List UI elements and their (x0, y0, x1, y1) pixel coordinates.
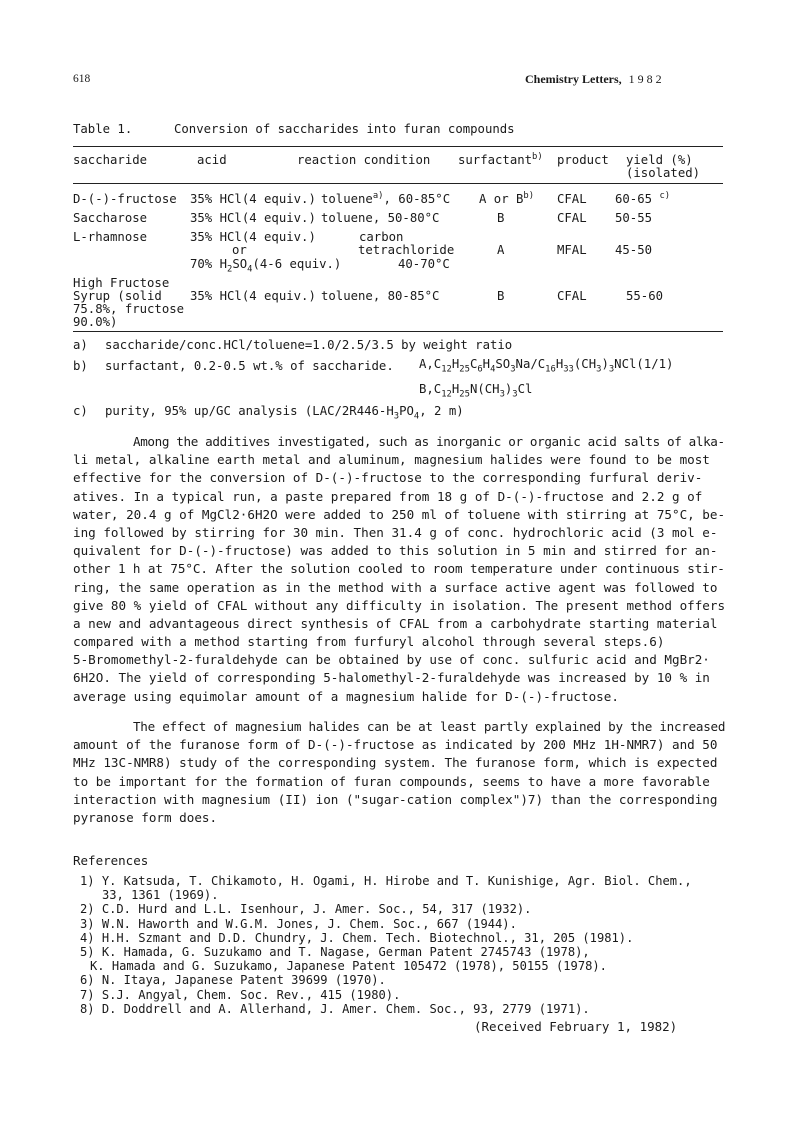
row1-condition-solvent: toluene (321, 192, 373, 206)
row3-acid-h2so4-pre: 70% H (190, 257, 228, 271)
reference-line: K. Hamada and G. Suzukamo, Japanese Patent 105472 (1978), 50155 (1978). (90, 959, 607, 974)
footnote-c-sub2: 4 (413, 411, 420, 422)
row2-condition: toluene, 50-80°C (321, 211, 440, 225)
row4-condition: toluene, 80-85°C (321, 289, 440, 303)
col-header-surfactant-text: surfactant (458, 153, 533, 167)
body-paragraph-1 (73, 433, 725, 706)
p2-line: to be important for the formation of furan compounds, seems to have a more favorable (73, 773, 710, 789)
journal-name-word2: Letters, (582, 72, 622, 86)
p1-line: ing followed by stirring for 30 min. Then 31.4 g of conc. hydrochloric acid (3 mol e- (73, 524, 718, 540)
reference-line: 33, 1361 (1969). (102, 888, 219, 903)
p1-line: average using equimolar amount of a magnesium halide for D-(-)-fructose. (73, 688, 619, 704)
footnote-b-text: surfactant, 0.2-0.5 wt.% of saccharide. (105, 359, 394, 373)
col-header-saccharide: saccharide (73, 153, 148, 167)
p2-line: The effect of magnesium halides can be at least partly explained by the increased (133, 719, 726, 734)
table-caption-label: Table 1. (73, 122, 133, 136)
footnote-c-sub1: 3 (393, 411, 400, 422)
row1-condition (321, 192, 450, 206)
row3-acid-line2: or (232, 243, 247, 257)
footnote-a-label: a) (73, 338, 88, 352)
row1-acid: 35% HCl(4 equiv.) (190, 192, 316, 206)
references-heading: References (73, 853, 149, 868)
reference-line: 4) H.H. Szmant and D.D. Chundry, J. Chem. Tech. Biotechnol., 31, 205 (1981). (80, 930, 634, 945)
reference-line: 3) W.N. Haworth and W.G.M. Jones, J. Chem. Soc., 667 (1944). (80, 916, 517, 931)
p2-line: MHz 13C-NMR8) study of the corresponding system. The furanose form, which is expected (73, 755, 718, 771)
footnote-c-label: c) (73, 404, 88, 418)
footnote-c-pre: purity, 95% up/GC analysis (LAC/2R446-H (105, 404, 394, 418)
table-caption-text: Conversion of saccharides into furan compounds (174, 122, 515, 136)
row3-acid-h2so4-post: (4-6 equiv.) (252, 257, 342, 271)
row3-acid-sub1: 2 (227, 264, 233, 275)
row2-saccharide: Saccharose (73, 211, 148, 225)
col-header-surfactant-note: b) (532, 151, 543, 162)
row4-acid: 35% HCl(4 equiv.) (190, 289, 316, 303)
reference-line: 1) Y. Katsuda, T. Chikamoto, H. Ogami, H. Hirobe and T. Kunishige, Agr. Biol. Chem., (80, 874, 692, 888)
footnote-b-formula-a: $A,C_{12}H_{25}C_6H_4SO_3Na/C_{16}H_{33}(CH_3)_3NCl(1/1)$ (419, 357, 674, 375)
col-header-yield-sub: (isolated) (626, 166, 701, 180)
reference-line: 6) N. Itaya, Japanese Patent 39699 (1970). (80, 973, 386, 988)
row1-yield-text: 60-65 (615, 192, 653, 206)
col-header-yield: yield (%) (626, 153, 693, 167)
p1-line: give 80 % yield of CFAL without any difficulty in isolation. The present method offers (73, 597, 726, 613)
body-paragraph-2 (73, 718, 725, 827)
row3-condition-line3: 40-70°C (398, 257, 450, 271)
p1-line: other 1 h at 75°C. After the solution cooled to room temperature under continuous stir- (73, 561, 725, 577)
p1-line: atives. In a typical run, a paste prepared from 18 g of D-(-)-fructose and 2.2 g of (73, 488, 703, 504)
table-header-rule (73, 183, 723, 184)
row3-condition-line1: carbon (359, 230, 404, 244)
received-date: (Received February 1, 1982) (474, 1019, 678, 1034)
row4-saccharide-line2: Syrup (solid (73, 289, 162, 303)
row4-surfactant: B (497, 289, 505, 303)
footnote-b-formula-b: $B,C_{12}H_{25}N(CH_3)_3Cl$ (419, 382, 533, 400)
row1-surfactant (479, 192, 534, 206)
row2-acid: 35% HCl(4 equiv.) (190, 211, 316, 225)
p1-line: ring, the same operation as in the method with a surface active agent was followed to (73, 579, 718, 595)
page-number: 618 (73, 73, 91, 85)
row4-yield: 55-60 (626, 289, 664, 303)
p2-line: amount of the furanose form of D-(-)-fructose as indicated by 200 MHz 1H-NMR7) and 50 (73, 737, 718, 753)
footnote-c-text (105, 404, 464, 422)
p2-line: pyranose form does. (73, 809, 218, 825)
table-top-rule (73, 146, 723, 147)
row1-surfactant-text: A or B (479, 192, 524, 206)
p1-line: Among the additives investigated, such as inorganic or organic acid salts of alka- (133, 434, 725, 449)
row2-surfactant: B (497, 211, 505, 225)
row3-saccharide: L-rhamnose (73, 230, 148, 244)
p1-line: effective for the conversion of D-(-)-fructose to the corresponding furfural deriv- (73, 470, 703, 486)
row2-yield: 50-55 (615, 211, 653, 225)
p1-line: 6H2O. The yield of corresponding 5-halomethyl-2-furaldehyde was increased by 10 % in (73, 670, 710, 686)
table-bottom-rule (73, 331, 723, 332)
row3-acid-line1: 35% HCl(4 equiv.) (190, 230, 316, 244)
col-header-reaction-condition: reaction condition (297, 153, 431, 167)
p1-line: quivalent for D-(-)-fructose) was added to this solution in 5 min and stirred for an- (73, 543, 718, 559)
row4-saccharide-line3: 75.8%, fructose (73, 302, 185, 316)
reference-line: 2) C.D. Hurd and L.L. Isenhour, J. Amer. Soc., 54, 317 (1932). (80, 902, 532, 917)
row3-acid-line3 (190, 257, 342, 275)
col-header-product: product (557, 153, 609, 167)
p1-line: 5-Bromomethyl-2-furaldehyde can be obtained by use of conc. sulfuric acid and MgBr2· (73, 652, 710, 668)
reference-line: 7) S.J. Angyal, Chem. Soc. Rev., 415 (1980). (80, 987, 401, 1002)
row4-saccharide-line4: 90.0%) (73, 315, 118, 329)
footnote-c-mid: PO (399, 404, 414, 418)
footnote-c-post: , 2 m) (419, 404, 464, 418)
row1-surfactant-note: b) (523, 190, 535, 201)
p1-line: water, 20.4 g of MgCl2·6H2O were added to 250 ml of toluene with stirring at 75°C, be- (73, 506, 726, 522)
row4-product: CFAL (557, 289, 587, 303)
row1-condition-note: a) (372, 190, 384, 201)
reference-line: 5) K. Hamada, G. Suzukamo and T. Nagase, German Patent 2745743 (1978), (80, 945, 590, 960)
footnote-b-label: b) (73, 359, 88, 373)
journal-year: 1 9 8 2 (628, 72, 662, 86)
p1-line: a new and advantageous direct synthesis of CFAL from a carbohydrate starting material (73, 615, 718, 631)
row1-saccharide: D-(-)-fructose (73, 192, 177, 206)
p2-line: interaction with magnesium (II) ion ("sugar-cation complex")7) than the corresponding (73, 791, 718, 807)
p1-line: compared with a method starting from furfuryl alcohol through several steps.6) (73, 634, 665, 650)
col-header-acid: acid (197, 153, 227, 167)
row1-yield (615, 192, 670, 206)
row3-condition-line2: tetrachloride (358, 243, 455, 257)
row3-product: MFAL (557, 243, 587, 257)
row3-acid-h2so4-mid: SO (232, 257, 248, 271)
footnote-a-text: saccharide/conc.HCl/toluene=1.0/2.5/3.5 by weight ratio (105, 338, 513, 352)
row4-saccharide-line1: High Fructose (73, 276, 170, 290)
row3-acid-sub2: 4 (247, 264, 253, 275)
row3-yield: 45-50 (615, 243, 653, 257)
p1-line: li metal, alkaline earth metal and aluminum, magnesium halides were found to be most (73, 452, 710, 468)
journal-name (525, 72, 662, 87)
row1-condition-temp: , 60-85°C (383, 192, 451, 206)
col-header-surfactant (458, 153, 543, 167)
row1-yield-note: c) (659, 190, 671, 201)
row3-surfactant: A (497, 243, 505, 257)
references-list (80, 874, 692, 1016)
row2-product: CFAL (557, 211, 587, 225)
row1-product: CFAL (557, 192, 587, 206)
journal-name-word1: Chemistry (525, 72, 579, 86)
reference-line: 8) D. Doddrell and A. Allerhand, J. Amer. Chem. Soc., 93, 2779 (1971). (80, 1001, 590, 1016)
